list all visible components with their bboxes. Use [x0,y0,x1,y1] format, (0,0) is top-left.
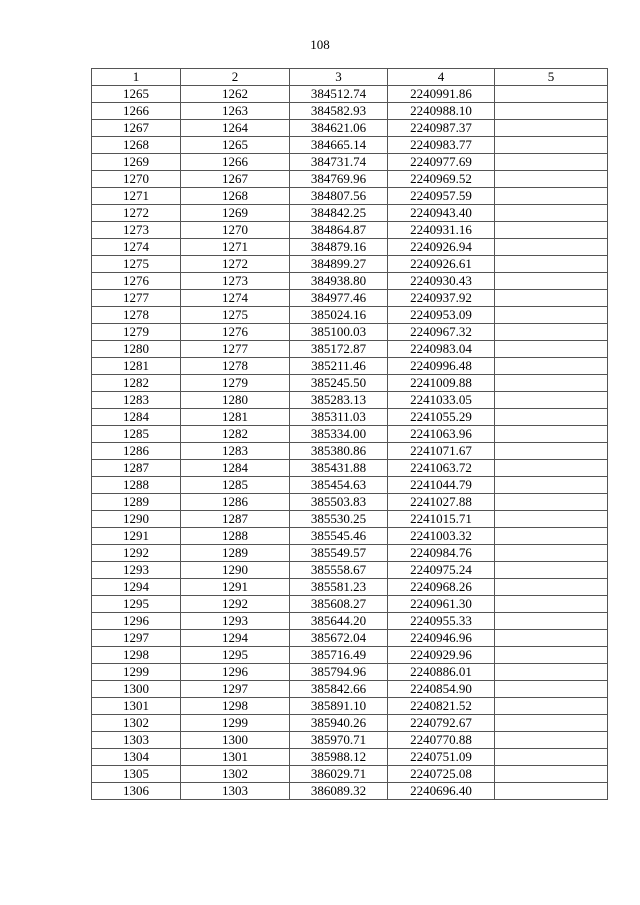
table-cell-col-1: 1287 [92,460,181,477]
table-cell-col-1: 1300 [92,681,181,698]
table-cell-col-2: 1291 [181,579,290,596]
table-cell-col-1: 1288 [92,477,181,494]
table-cell-col-3: 384512.74 [290,86,388,103]
table-cell-col-1: 1280 [92,341,181,358]
table-cell-col-2: 1281 [181,409,290,426]
table-row [92,443,608,460]
table-cell-col-2: 1283 [181,443,290,460]
table-cell-col-3: 385988.12 [290,749,388,766]
table-cell-col-5 [495,409,608,426]
table-row [92,273,608,290]
table-row [92,120,608,137]
table-row [92,205,608,222]
table-cell-col-3: 385100.03 [290,324,388,341]
table-cell-col-5 [495,86,608,103]
table-cell-col-3: 385558.67 [290,562,388,579]
table-cell-col-3: 385245.50 [290,375,388,392]
table-cell-col-5 [495,154,608,171]
table-cell-col-1: 1267 [92,120,181,137]
table-row [92,358,608,375]
table-cell-col-3: 385024.16 [290,307,388,324]
table-cell-col-3: 385608.27 [290,596,388,613]
table-cell-col-1: 1273 [92,222,181,239]
table-body [92,86,608,800]
table-row [92,528,608,545]
table-cell-col-5 [495,273,608,290]
table-cell-col-1: 1281 [92,358,181,375]
table-cell-col-4: 2240953.09 [388,307,495,324]
table-cell-col-5 [495,715,608,732]
table-cell-col-2: 1288 [181,528,290,545]
table-cell-col-5 [495,477,608,494]
table-row [92,715,608,732]
table-cell-col-3: 385454.63 [290,477,388,494]
table-cell-col-5 [495,392,608,409]
table-cell-col-4: 2240854.90 [388,681,495,698]
table-cell-col-2: 1296 [181,664,290,681]
table-cell-col-2: 1282 [181,426,290,443]
table-cell-col-4: 2240983.77 [388,137,495,154]
table-cell-col-2: 1264 [181,120,290,137]
column-header-3: 3 [290,69,388,86]
table-cell-col-5 [495,307,608,324]
table-cell-col-1: 1283 [92,392,181,409]
table-cell-col-4: 2240967.32 [388,324,495,341]
table-cell-col-2: 1272 [181,256,290,273]
table-cell-col-1: 1306 [92,783,181,800]
table-cell-col-1: 1271 [92,188,181,205]
table-cell-col-2: 1289 [181,545,290,562]
table-row [92,732,608,749]
table-cell-col-3: 384879.16 [290,239,388,256]
table-cell-col-1: 1272 [92,205,181,222]
table-cell-col-3: 384731.74 [290,154,388,171]
table-cell-col-2: 1297 [181,681,290,698]
table-row [92,86,608,103]
table-cell-col-3: 385530.25 [290,511,388,528]
table-cell-col-5 [495,579,608,596]
table-cell-col-2: 1284 [181,460,290,477]
table-cell-col-4: 2241027.88 [388,494,495,511]
table-cell-col-1: 1299 [92,664,181,681]
table-cell-col-4: 2241044.79 [388,477,495,494]
table-cell-col-5 [495,545,608,562]
table-cell-col-5 [495,426,608,443]
table-row [92,647,608,664]
table-cell-col-3: 384938.80 [290,273,388,290]
table-cell-col-4: 2240977.69 [388,154,495,171]
table-cell-col-3: 384864.87 [290,222,388,239]
table-cell-col-4: 2240988.10 [388,103,495,120]
table-row [92,375,608,392]
table-row [92,545,608,562]
table-cell-col-2: 1270 [181,222,290,239]
table-cell-col-1: 1282 [92,375,181,392]
table-cell-col-2: 1302 [181,766,290,783]
table-cell-col-2: 1274 [181,290,290,307]
table-row [92,290,608,307]
table-cell-col-2: 1277 [181,341,290,358]
table-cell-col-2: 1262 [181,86,290,103]
table-cell-col-2: 1295 [181,647,290,664]
table-cell-col-5 [495,137,608,154]
table-cell-col-4: 2240931.16 [388,222,495,239]
table-cell-col-5 [495,256,608,273]
table-cell-col-1: 1274 [92,239,181,256]
table-row [92,783,608,800]
table-cell-col-1: 1277 [92,290,181,307]
table-cell-col-3: 385311.03 [290,409,388,426]
table-cell-col-2: 1294 [181,630,290,647]
table-row [92,766,608,783]
table-cell-col-4: 2240991.86 [388,86,495,103]
table-cell-col-3: 385970.71 [290,732,388,749]
table-cell-col-4: 2240975.24 [388,562,495,579]
column-header-4: 4 [388,69,495,86]
table-cell-col-5 [495,664,608,681]
table-cell-col-2: 1280 [181,392,290,409]
table-cell-col-1: 1268 [92,137,181,154]
table-row [92,613,608,630]
column-header-2: 2 [181,69,290,86]
header-row [92,69,608,86]
table-cell-col-1: 1292 [92,545,181,562]
table-cell-col-1: 1285 [92,426,181,443]
table-cell-col-5 [495,443,608,460]
table-cell-col-3: 384621.06 [290,120,388,137]
table-cell-col-5 [495,681,608,698]
table-cell-col-2: 1267 [181,171,290,188]
table-row [92,749,608,766]
table-cell-col-4: 2240696.40 [388,783,495,800]
table-cell-col-4: 2240792.67 [388,715,495,732]
table-cell-col-3: 385380.86 [290,443,388,460]
table-cell-col-4: 2240961.30 [388,596,495,613]
table-header [92,69,608,86]
table-cell-col-4: 2240957.59 [388,188,495,205]
table-cell-col-1: 1289 [92,494,181,511]
table-cell-col-1: 1301 [92,698,181,715]
table-cell-col-1: 1290 [92,511,181,528]
table-row [92,171,608,188]
table-cell-col-5 [495,171,608,188]
table-row [92,426,608,443]
table-cell-col-2: 1292 [181,596,290,613]
table-cell-col-5 [495,528,608,545]
table-cell-col-3: 384769.96 [290,171,388,188]
table-cell-col-4: 2240926.94 [388,239,495,256]
page-number: 108 [310,37,330,52]
column-header-1: 1 [92,69,181,86]
table-cell-col-5 [495,341,608,358]
table-cell-col-5 [495,494,608,511]
table-cell-col-5 [495,783,608,800]
table-cell-col-1: 1275 [92,256,181,273]
table-cell-col-2: 1271 [181,239,290,256]
table-row [92,596,608,613]
table-cell-col-4: 2241071.67 [388,443,495,460]
table-cell-col-3: 385334.00 [290,426,388,443]
table-cell-col-5 [495,647,608,664]
table-row [92,562,608,579]
table-cell-col-2: 1290 [181,562,290,579]
table-cell-col-2: 1275 [181,307,290,324]
table-cell-col-4: 2240930.43 [388,273,495,290]
table-cell-col-5 [495,613,608,630]
table-cell-col-5 [495,222,608,239]
table-cell-col-5 [495,120,608,137]
table-cell-col-1: 1284 [92,409,181,426]
table-cell-col-2: 1279 [181,375,290,392]
table-cell-col-5 [495,375,608,392]
table-cell-col-2: 1265 [181,137,290,154]
table-row [92,103,608,120]
table-row [92,630,608,647]
table-row [92,698,608,715]
table-cell-col-4: 2240983.04 [388,341,495,358]
table-cell-col-3: 385891.10 [290,698,388,715]
table-cell-col-3: 385431.88 [290,460,388,477]
table-cell-col-2: 1268 [181,188,290,205]
table-row [92,188,608,205]
table-cell-col-3: 385581.23 [290,579,388,596]
table-cell-col-4: 2241055.29 [388,409,495,426]
table-cell-col-1: 1303 [92,732,181,749]
table-cell-col-1: 1296 [92,613,181,630]
table-cell-col-2: 1273 [181,273,290,290]
table-cell-col-5 [495,562,608,579]
table-cell-col-1: 1269 [92,154,181,171]
table-cell-col-5 [495,698,608,715]
table-cell-col-5 [495,596,608,613]
table-cell-col-1: 1298 [92,647,181,664]
table-cell-col-3: 384842.25 [290,205,388,222]
table-cell-col-3: 385842.66 [290,681,388,698]
table-cell-col-2: 1263 [181,103,290,120]
table-cell-col-4: 2241033.05 [388,392,495,409]
table-cell-col-4: 2240943.40 [388,205,495,222]
table-cell-col-5 [495,205,608,222]
table-cell-col-2: 1287 [181,511,290,528]
table-cell-col-4: 2240770.88 [388,732,495,749]
table-cell-col-5 [495,749,608,766]
table-cell-col-5 [495,460,608,477]
table-cell-col-5 [495,358,608,375]
table-cell-col-1: 1266 [92,103,181,120]
table-cell-col-3: 385545.46 [290,528,388,545]
table-cell-col-4: 2240751.09 [388,749,495,766]
table-cell-col-2: 1299 [181,715,290,732]
table-cell-col-4: 2240955.33 [388,613,495,630]
table-cell-col-4: 2240996.48 [388,358,495,375]
table-cell-col-2: 1293 [181,613,290,630]
table-row [92,222,608,239]
table-cell-col-5 [495,511,608,528]
table-cell-col-2: 1269 [181,205,290,222]
table-cell-col-3: 386089.32 [290,783,388,800]
table-cell-col-3: 385283.13 [290,392,388,409]
table-cell-col-1: 1305 [92,766,181,783]
table-cell-col-5 [495,630,608,647]
coordinates-table [91,68,608,800]
table-cell-col-1: 1286 [92,443,181,460]
table-cell-col-3: 384665.14 [290,137,388,154]
table-cell-col-4: 2241003.32 [388,528,495,545]
table-cell-col-2: 1286 [181,494,290,511]
table-cell-col-4: 2240984.76 [388,545,495,562]
table-cell-col-3: 384582.93 [290,103,388,120]
table-row [92,324,608,341]
table-cell-col-2: 1285 [181,477,290,494]
table-row [92,256,608,273]
table-row [92,341,608,358]
table-row [92,477,608,494]
table-cell-col-3: 384807.56 [290,188,388,205]
table-cell-col-4: 2240821.52 [388,698,495,715]
table-cell-col-5 [495,290,608,307]
table-cell-col-3: 385716.49 [290,647,388,664]
table-cell-col-4: 2240926.61 [388,256,495,273]
table-cell-col-4: 2240725.08 [388,766,495,783]
table-cell-col-3: 384977.46 [290,290,388,307]
table-row [92,494,608,511]
table-cell-col-1: 1270 [92,171,181,188]
table-row [92,409,608,426]
table-row [92,460,608,477]
table-cell-col-4: 2241015.71 [388,511,495,528]
table-row [92,239,608,256]
table-row [92,579,608,596]
table-row [92,664,608,681]
table-cell-col-2: 1300 [181,732,290,749]
table-cell-col-3: 385172.87 [290,341,388,358]
table-row [92,154,608,171]
table-cell-col-1: 1304 [92,749,181,766]
table-row [92,392,608,409]
column-header-5: 5 [495,69,608,86]
table-cell-col-1: 1265 [92,86,181,103]
table-cell-col-4: 2241063.72 [388,460,495,477]
table-cell-col-3: 385503.83 [290,494,388,511]
table-cell-col-3: 385644.20 [290,613,388,630]
table-cell-col-5 [495,732,608,749]
table-cell-col-3: 385672.04 [290,630,388,647]
table-cell-col-3: 384899.27 [290,256,388,273]
table-cell-col-4: 2240987.37 [388,120,495,137]
table-cell-col-4: 2240946.96 [388,630,495,647]
table-row [92,307,608,324]
table-cell-col-4: 2240929.96 [388,647,495,664]
table-cell-col-4: 2240969.52 [388,171,495,188]
table-cell-col-1: 1297 [92,630,181,647]
table-cell-col-2: 1278 [181,358,290,375]
table-cell-col-1: 1302 [92,715,181,732]
table-cell-col-5 [495,239,608,256]
table-row [92,681,608,698]
table-cell-col-2: 1266 [181,154,290,171]
table-cell-col-3: 385940.26 [290,715,388,732]
table-cell-col-5 [495,324,608,341]
table-cell-col-2: 1301 [181,749,290,766]
table-row [92,511,608,528]
table-cell-col-2: 1276 [181,324,290,341]
table-cell-col-3: 386029.71 [290,766,388,783]
table-cell-col-2: 1303 [181,783,290,800]
table-cell-col-4: 2241063.96 [388,426,495,443]
table-cell-col-1: 1278 [92,307,181,324]
table-cell-col-4: 2241009.88 [388,375,495,392]
table-cell-col-4: 2240937.92 [388,290,495,307]
table-cell-col-3: 385211.46 [290,358,388,375]
table-cell-col-1: 1291 [92,528,181,545]
table-row [92,137,608,154]
table-cell-col-3: 385549.57 [290,545,388,562]
table-cell-col-1: 1295 [92,596,181,613]
table-cell-col-5 [495,103,608,120]
table-cell-col-4: 2240886.01 [388,664,495,681]
table-cell-col-1: 1276 [92,273,181,290]
table-cell-col-1: 1279 [92,324,181,341]
table-cell-col-5 [495,766,608,783]
table-cell-col-2: 1298 [181,698,290,715]
table-cell-col-3: 385794.96 [290,664,388,681]
table-cell-col-1: 1294 [92,579,181,596]
table-cell-col-5 [495,188,608,205]
table-cell-col-4: 2240968.26 [388,579,495,596]
table-cell-col-1: 1293 [92,562,181,579]
